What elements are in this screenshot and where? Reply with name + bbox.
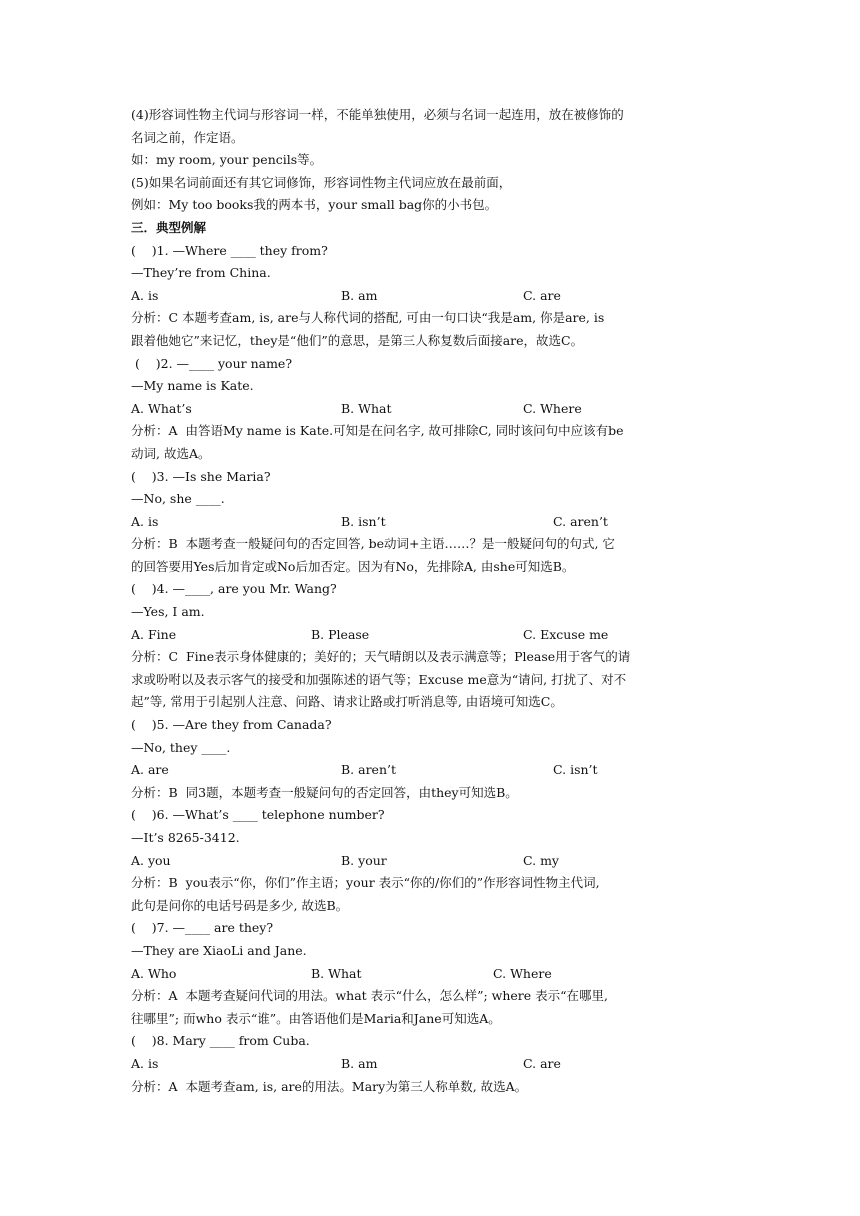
option-b: B. What [341, 400, 392, 416]
explanation-line: 分析：C Fine表示身体健康的；美好的；天气晴朗以及表示满意等；Please用于客气的请 [131, 649, 631, 665]
paragraph-4-example: 如：my room, your pencils等。 [131, 152, 323, 168]
option-c: C. Excuse me [523, 626, 609, 642]
explanation-line: 分析：A 本题考查am, is, are的用法。Mary为第三人称单数, 故选A。 [131, 1078, 528, 1094]
explanation-line: 分析：A 由答语My name is Kate.可知是在问名字, 故可排除C, 同时该问句中应该有be [131, 423, 624, 439]
question-block [131, 353, 731, 466]
option-a: A. is [131, 513, 159, 529]
paragraph-4-line-2: 名词之前，作定语。 [131, 129, 244, 145]
document-page [131, 104, 731, 1098]
options-row [131, 398, 731, 421]
explanation-line: 分析：B you表示“你，你们”作主语；your 表示“你的/你们的”作形容词性物主代词, [131, 875, 600, 891]
question-text: ( )3. —Is she Maria? [131, 468, 271, 484]
option-a: A. are [131, 762, 169, 778]
section-title: 三．典型例解 [131, 219, 207, 235]
explanation-line: 分析：C 本题考查am, is, are与人称代词的搭配, 可由一句口诀“我是am, 你是are, is [131, 310, 605, 326]
explanation-line: 求或吩咐以及表示客气的接受和加强陈述的语气等；Excuse me意为“请问, 打扰了、对不 [131, 671, 627, 687]
explanation-line: 的回答要用Yes后加肯定或No后加否定。因为有No，先排除A, 由she可知选B。 [131, 558, 575, 574]
options-row [131, 1053, 731, 1076]
paragraph-5-example: 例如：My too books我的两本书，your small bag你的小书包。 [131, 197, 498, 213]
option-b: B. your [341, 852, 387, 868]
answer-text: —They are XiaoLi and Jane. [131, 942, 307, 958]
question-text: ( )7. —____ are they? [131, 920, 274, 936]
option-c: C. are [523, 1055, 561, 1071]
question-block [131, 714, 731, 804]
explanation-line: 动词, 故选A。 [131, 445, 211, 461]
option-b: B. What [311, 965, 362, 981]
options-row [131, 511, 731, 534]
explanation-line: 往哪里”; 而who 表示“谁”。由答语他们是Maria和Jane可知选A。 [131, 1010, 501, 1026]
question-block [131, 804, 731, 917]
question-text: ( )5. —Are they from Canada? [131, 717, 332, 733]
question-block [131, 1030, 731, 1098]
options-row [131, 624, 731, 647]
answer-text: —They’re from China. [131, 265, 271, 281]
question-text: ( )4. —____, are you Mr. Wang? [131, 581, 337, 597]
explanation-line: 起”等, 常用于引起别人注意、问路、请求让路或打听消息等, 由语境可知选C。 [131, 694, 563, 710]
option-a: A. Who [131, 965, 177, 981]
option-a: A. Fine [131, 626, 177, 642]
question-block [131, 917, 731, 1030]
option-a: A. What’s [131, 400, 192, 416]
paragraph-4-line-1: (4)形容词性物主代词与形容词一样，不能单独使用，必须与名词一起连用，放在被修饰的 [131, 107, 624, 122]
question-text: ( )8. Mary ____ from Cuba. [131, 1033, 310, 1049]
option-c: C. Where [523, 400, 582, 416]
explanation-line: 此句是问你的电话号码是多少, 故选B。 [131, 897, 349, 913]
option-c: C. aren’t [553, 513, 608, 529]
option-c: C. my [523, 852, 559, 868]
explanation-line: 分析：B 同3题，本题考查一般疑问句的否定回答，由they可知选B。 [131, 784, 518, 800]
question-text: ( )2. —____ your name? [131, 355, 293, 371]
question-block [131, 240, 731, 353]
answer-text: —No, she ____. [131, 491, 225, 507]
answer-text: —Yes, I am. [131, 604, 205, 620]
option-b: B. isn’t [341, 513, 386, 529]
option-b: B. Please [311, 626, 370, 642]
option-c: C. Where [493, 965, 552, 981]
options-row [131, 850, 731, 873]
explanation-line: 分析：B 本题考查一般疑问句的否定回答, be动词+主语……？是一般疑问句的句式, 它 [131, 536, 615, 552]
explanation-line: 跟着他她它”来记忆，they是“他们”的意思，是第三人称复数后面接are，故选C。 [131, 332, 584, 348]
option-b: B. am [341, 287, 378, 303]
option-b: B. aren’t [341, 762, 397, 778]
question-block [131, 466, 731, 579]
answer-text: —My name is Kate. [131, 378, 254, 394]
explanation-line: 分析：A 本题考查疑问代词的用法。what 表示“什么，怎么样”; where 表示“在哪里, [131, 988, 608, 1004]
answer-text: —It’s 8265-3412. [131, 830, 240, 845]
answer-text: —No, they ____. [131, 739, 231, 755]
question-block [131, 578, 731, 714]
question-text: ( )1. —Where ____ they from? [131, 242, 328, 258]
question-text: ( )6. —What’s ____ telephone number? [131, 807, 385, 823]
option-a: A. is [131, 287, 159, 303]
option-a: A. you [131, 852, 171, 868]
option-c: C. isn’t [553, 762, 598, 778]
option-b: B. am [341, 1055, 378, 1071]
options-row [131, 285, 731, 308]
option-c: C. are [523, 287, 561, 303]
option-a: A. is [131, 1055, 159, 1071]
options-row [131, 963, 731, 986]
paragraph-5-line-1: (5)如果名词前面还有其它词修饰，形容词性物主代词应放在最前面， [131, 174, 512, 190]
options-row [131, 759, 731, 782]
